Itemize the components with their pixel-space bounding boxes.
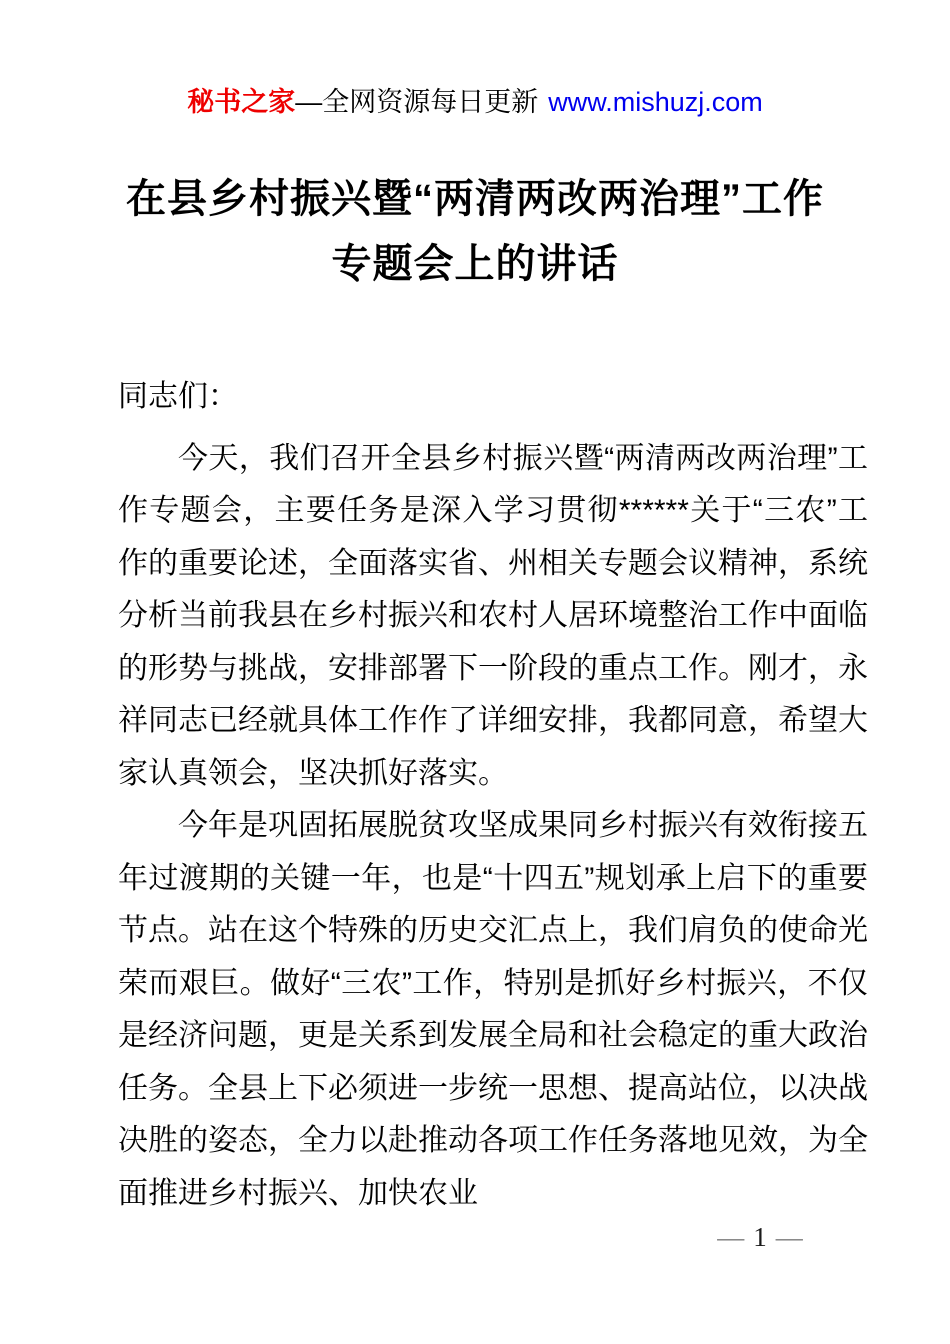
document-title: [60, 167, 890, 297]
document-title-line1: 在县乡村振兴暨“两清两改两治理”工作: [126, 177, 824, 221]
page-number-dash-right: —: [775, 1222, 803, 1252]
document-title-line2: 专题会上的讲话: [331, 242, 619, 286]
page-number-value: 1: [753, 1222, 767, 1252]
body-paragraph-1: 今天，我们召开全县乡村振兴暨“两清两改两治理”工作专题会，主要任务是深入学习贯彻******关于“三农”工作的重要论述，全面落实省、州相关专题会议精神，系统分析当前我县在乡村振兴和农村人居环境整治工作中面临的形势与挑战，安排部署下一阶段的重点工作。刚才，永祥同志已经就具体工作作了详细安排，我都同意，希望大家认真领会，坚决抓好落实。: [118, 441, 868, 790]
brand-separator: —: [295, 87, 323, 117]
salutation: 同志们：: [118, 380, 238, 413]
site-brand: 秘书之家: [187, 87, 296, 117]
site-tagline: 全网资源每日更新: [322, 87, 539, 117]
document-body: [118, 371, 868, 1220]
site-header: [0, 86, 950, 118]
page-number: [680, 1221, 840, 1253]
page-number-dash-left: —: [717, 1222, 745, 1252]
body-paragraph-2: 今年是巩固拓展脱贫攻坚成果同乡村振兴有效衔接五年过渡期的关键一年，也是“十四五”规划承上启下的重要节点。站在这个特殊的历史交汇点上，我们肩负的使命光荣而艰巨。做好“三农”工作，特别是抓好乡村振兴，不仅是经济问题，更是关系到发展全局和社会稳定的重大政治任务。全县上下必须进一步统一思想、提高站位，以决战决胜的姿态，全力以赴推动各项工作任务落地见效，为全面推进乡村振兴、加快农业: [118, 809, 868, 1210]
site-url-link[interactable]: www.mishuzj.com: [548, 87, 763, 117]
